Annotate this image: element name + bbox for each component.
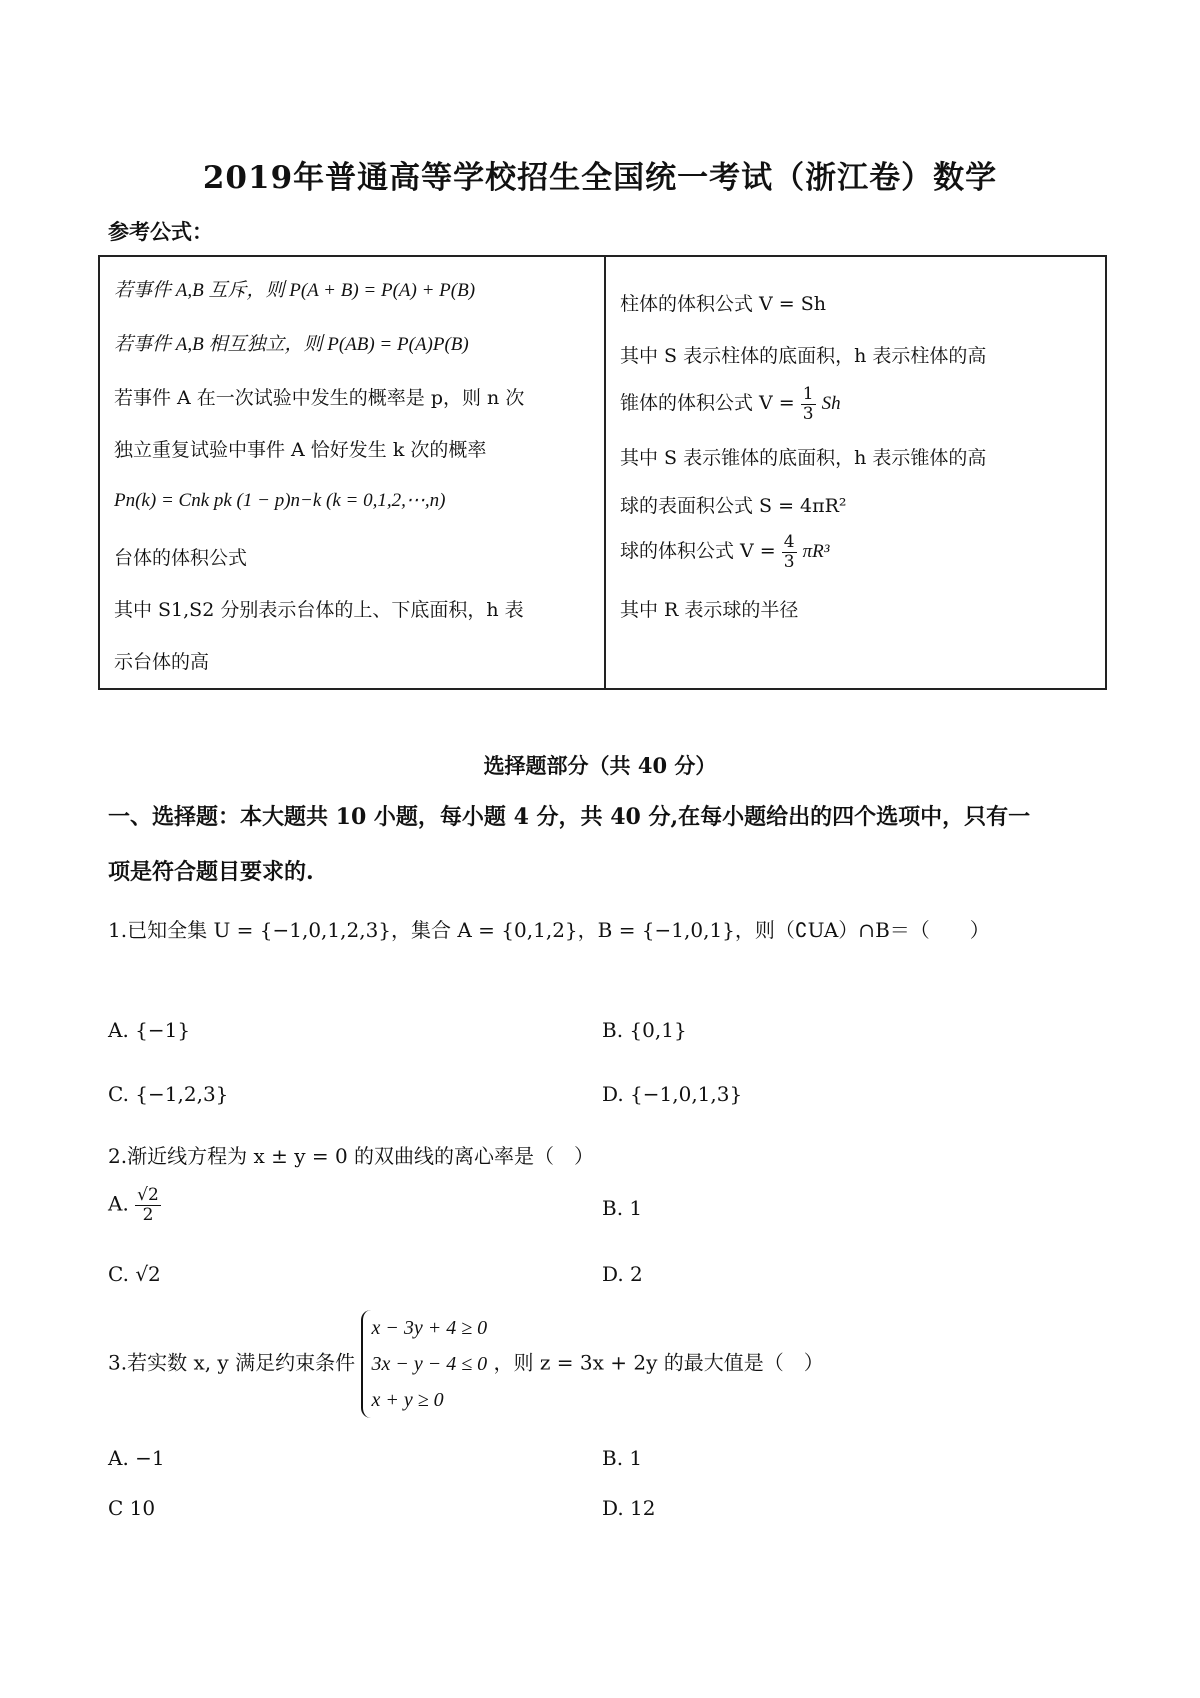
formula-line: 若事件 A,B 互斥，则 P(A + B) = P(A) + P(B) <box>114 280 476 301</box>
constraint: x − 3y + 4 ≥ 0 <box>371 1317 488 1339</box>
fraction-numerator: √2 <box>137 1185 159 1205</box>
question-1-option-b[interactable]: B. {0,1} <box>602 1018 687 1042</box>
question-3-option-a[interactable]: A. −1 <box>108 1446 165 1470</box>
instructions-line: 项是符合题目要求的. <box>108 859 314 885</box>
question-2-stem: 2.渐近线方程为 x ± y = 0 的双曲线的离心率是（ ） <box>108 1144 595 1168</box>
question-3-option-d[interactable]: D. 12 <box>602 1496 656 1520</box>
formula-text: 锥体的体积公式 V = <box>620 392 801 415</box>
section-title: 选择题部分（共 40 分） <box>483 753 717 778</box>
formula-line: 其中 S1,S2 分别表示台体的上、下底面积，h 表 <box>114 599 524 621</box>
formula-line: 柱体的体积公式 V = Sh <box>620 293 827 315</box>
constraint: x + y ≥ 0 <box>371 1389 444 1411</box>
formula-line: 示台体的高 <box>114 651 210 673</box>
constraint-system <box>361 1310 487 1418</box>
question-2-option-d[interactable]: D. 2 <box>602 1262 643 1286</box>
formula-line: 其中 S 表示锥体的底面积，h 表示锥体的高 <box>620 447 987 469</box>
formula-line: 独立重复试验中事件 A 恰好发生 k 次的概率 <box>114 439 487 461</box>
question-2-option-b[interactable]: B. 1 <box>602 1196 643 1220</box>
question-1-option-a[interactable]: A. {−1} <box>108 1018 191 1042</box>
formula-line: 其中 S 表示柱体的底面积，h 表示柱体的高 <box>620 345 987 367</box>
formula-line: 若事件 A 在一次试验中发生的概率是 p，则 n 次 <box>114 387 525 409</box>
formula-line: Pn(k) = Cnk pk (1 − p)n−k (k = 0,1,2,⋯,n) <box>114 490 446 511</box>
formula-line-cone <box>620 385 841 423</box>
formula-line: 其中 R 表示球的半径 <box>620 599 799 621</box>
fraction-denominator: 3 <box>783 551 795 572</box>
formula-table <box>98 255 1107 690</box>
fraction-denominator: 3 <box>802 403 814 424</box>
formula-line: 台体的体积公式 <box>114 547 248 569</box>
formula-text: 球的体积公式 V = <box>620 540 782 563</box>
question-3-option-c[interactable]: C 10 <box>108 1496 156 1520</box>
question-2-option-c[interactable] <box>108 1262 161 1286</box>
question-1-stem: 1.已知全集 U = {−1,0,1,2,3}，集合 A = {0,1,2}，B = {−1,0,1}，则（∁UA）∩B＝（ ） <box>108 918 990 942</box>
formula-tail: Sh <box>821 393 841 415</box>
question-3-option-b[interactable]: B. 1 <box>602 1446 643 1470</box>
fraction-denominator: 2 <box>142 1204 154 1225</box>
fraction <box>801 385 816 423</box>
fraction <box>135 1186 161 1224</box>
question-1-option-c[interactable]: C. {−1,2,3} <box>108 1082 229 1106</box>
formula-column-right <box>606 257 1105 688</box>
formula-line: 若事件 A,B 相互独立，则 P(AB) = P(A)P(B) <box>114 334 469 355</box>
formula-line-sphere <box>620 533 829 571</box>
stem-suffix: ，则 z = 3x + 2y 的最大值是（ ） <box>493 1350 824 1375</box>
fraction <box>782 533 797 571</box>
question-1-option-d[interactable]: D. {−1,0,1,3} <box>602 1082 743 1106</box>
formula-tail: πR³ <box>802 541 830 563</box>
question-3-stem <box>108 1310 824 1418</box>
constraint: 3x − y − 4 ≤ 0 <box>371 1353 488 1375</box>
instructions-line: 一、选择题：本大题共 10 小题，每小题 4 分，共 40 分,在每小题给出的四个选项中，只有一 <box>108 804 1031 830</box>
page-title: 2019年普通高等学校招生全国统一考试（浙江卷）数学 <box>202 160 998 196</box>
formula-line: 球的表面积公式 S = 4πR² <box>620 495 847 517</box>
stem-prefix: 3.若实数 x, y 满足约束条件 <box>108 1350 356 1375</box>
question-2-option-a[interactable] <box>108 1186 161 1224</box>
formula-column-left <box>100 257 606 688</box>
option-label: A. <box>108 1191 129 1216</box>
reference-formulas-label: 参考公式： <box>108 219 213 244</box>
option-value: √2 <box>135 1262 161 1286</box>
fraction-numerator: 4 <box>783 532 795 552</box>
option-label: C. <box>108 1262 129 1286</box>
fraction-numerator: 1 <box>802 384 814 404</box>
